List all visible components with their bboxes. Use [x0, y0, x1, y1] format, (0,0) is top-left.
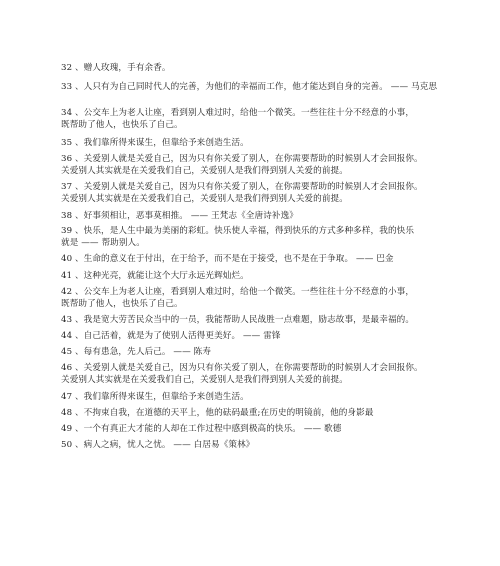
quote-46: 46 、关爱别人就是关爱自己，因为只有你关爱了别人，在你需要帮助的时候别人才会回报你。 [61, 363, 423, 373]
quote-37: 37 、关爱别人就是关爱自己，因为只有你关爱了别人，在你需要帮助的时候别人才会回报你。 [61, 182, 423, 192]
quote-37-cont: 关爱别人其实就是在关爱我们自己，关爱别人是我们得到别人关爱的前提。 [61, 194, 348, 204]
quote-49: 49 、一个有真正大才能的人却在工作过程中感到极高的快乐。 —— 歌德 [61, 424, 342, 434]
quote-33: 33 、人只有为自己同时代人的完善，为他们的幸福而工作，他才能达到自身的完善。 —— 马克思 [61, 82, 438, 92]
quote-47: 47 、我们靠所得来谋生，但靠给予来创造生活。 [61, 392, 249, 402]
quote-38: 38 、好事须相让，恶事莫相推。 —— 王梵志《全唐诗补逸》 [61, 211, 298, 221]
quote-46-cont: 关爱别人其实就是在关爱我们自己，关爱别人是我们得到别人关爱的前提。 [61, 375, 348, 385]
quote-36: 36 、关爱别人就是关爱自己，因为只有你关爱了别人，在你需要帮助的时候别人才会回报你。 [61, 154, 423, 164]
quote-36-cont: 关爱别人其实就是在关爱我们自己，关爱别人是我们得到别人关爱的前提。 [61, 166, 348, 176]
quote-45: 45 、每有患急，先人后己。 —— 陈寿 [61, 347, 212, 357]
quote-35: 35 、我们靠所得来谋生，但靠给予来创造生活。 [61, 138, 249, 148]
quote-34-cont: 既帮助了他人，也快乐了自己。 [61, 120, 183, 130]
quote-34: 34 、公交车上为老人让座，看到别人难过时，给他一个微笑。一些往往十分不经意的小事， [61, 108, 415, 118]
quote-50: 50 、病人之病，忧人之忧。 —— 白居易《策林》 [61, 440, 255, 450]
quote-39: 39 、快乐，是人生中最为美丽的彩虹。快乐使人幸福，得到快乐的方式多种多样，我的快乐 [61, 226, 415, 236]
quote-32: 32 、赠人玫瑰，手有余香。 [61, 63, 171, 73]
quote-44: 44 、自己活着，就是为了使别人活得更美好。 —— 雷锋 [61, 331, 281, 341]
quote-42-cont: 既帮助了他人，也快乐了自己。 [61, 299, 183, 309]
quote-43: 43 、我是宽大劳苦民众当中的一员，我能帮助人民战胜一点难题，励志故事，是最幸福的。 [61, 315, 415, 325]
quote-48: 48 、不拘束自我，在道德的天平上，他的砝码最重;在历史的明镜前，他的身影最 [61, 408, 374, 418]
quote-41: 41 、这种光亮，就能让这个大厅永远光辉灿烂。 [61, 271, 249, 281]
quote-39-cont: 就是 —— 帮助别人。 [61, 238, 145, 248]
quote-40: 40 、生命的意义在于付出，在于给予，而不是在于接受，也不是在于争取。 —— 巴金 [61, 254, 394, 264]
quote-42: 42 、公交车上为老人让座，看到别人难过时，给他一个微笑。一些往往十分不经意的小事， [61, 287, 415, 297]
